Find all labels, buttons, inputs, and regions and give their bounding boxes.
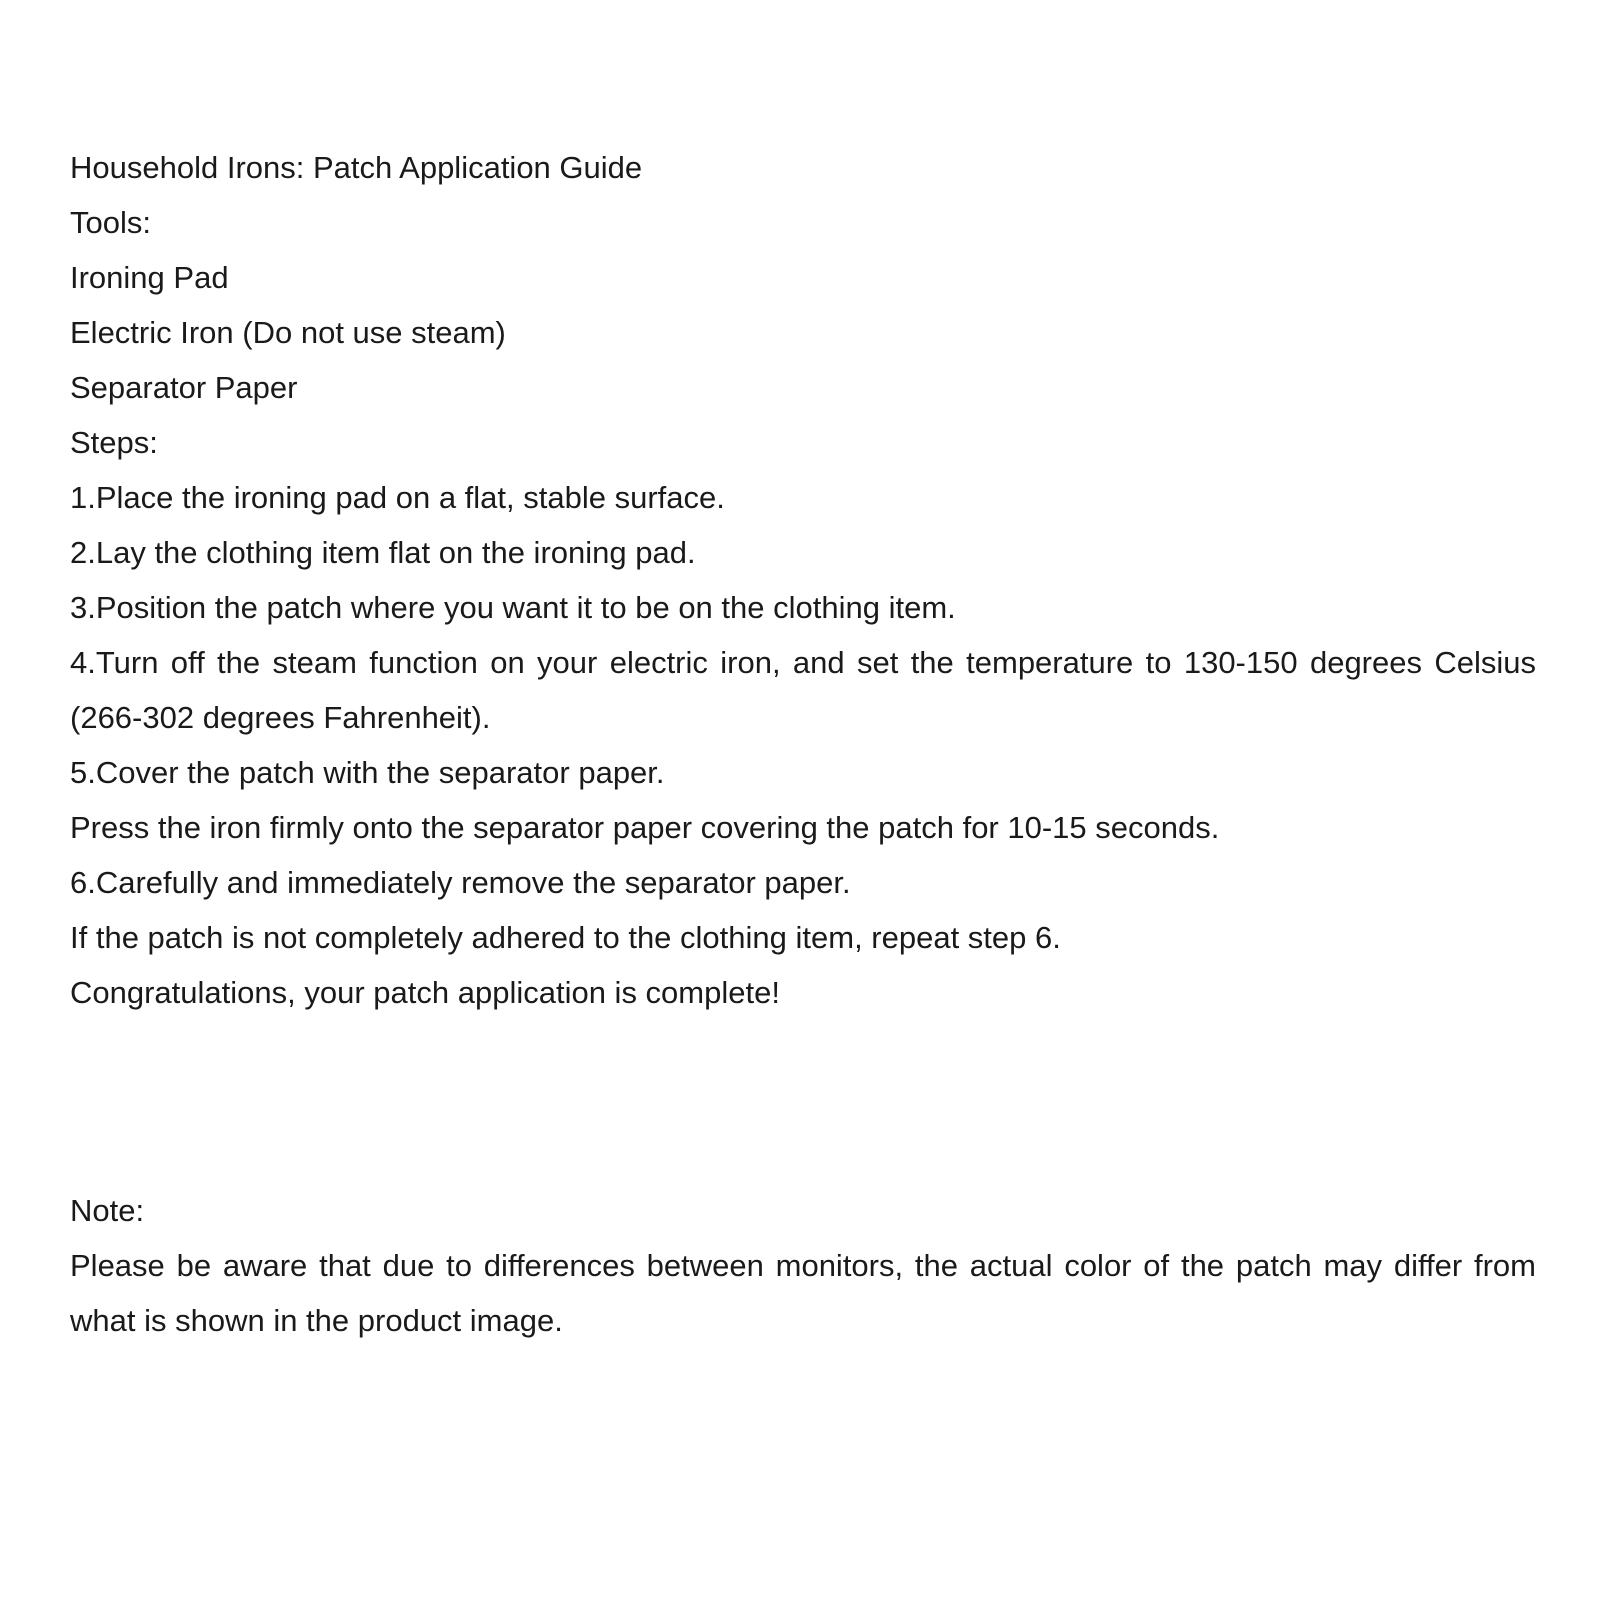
step-item: 1.Place the ironing pad on a flat, stable surface. [70,480,725,515]
steps-heading: Steps: [70,425,158,460]
document-title: Household Irons: Patch Application Guide [70,150,643,185]
tool-item: Ironing Pad [70,260,229,295]
document-body [70,140,1536,1348]
note-heading: Note: [70,1193,145,1228]
step-item: 4.Turn off the steam function on your electric iron, and set the temperature to 130-150 degrees Celsius (266-302 degrees Fahrenheit). [70,645,1536,735]
step-item: Congratulations, your patch application is complete! [70,975,780,1010]
step-item: If the patch is not completely adhered to the clothing item, repeat step 6. [70,920,1061,955]
section-spacer [70,1020,1536,1183]
step-item: 3.Position the patch where you want it to be on the clothing item. [70,590,956,625]
step-item: 6.Carefully and immediately remove the separator paper. [70,865,851,900]
tool-item: Separator Paper [70,370,298,405]
note-text: Please be aware that due to differences between monitors, the actual color of the patch may differ from what is shown in the product image. [70,1248,1536,1338]
step-item: 5.Cover the patch with the separator paper. [70,755,665,790]
step-item: 2.Lay the clothing item flat on the ironing pad. [70,535,696,570]
step-item: Press the iron firmly onto the separator paper covering the patch for 10-15 seconds. [70,810,1220,845]
tool-item: Electric Iron (Do not use steam) [70,315,506,350]
tools-heading: Tools: [70,205,151,240]
